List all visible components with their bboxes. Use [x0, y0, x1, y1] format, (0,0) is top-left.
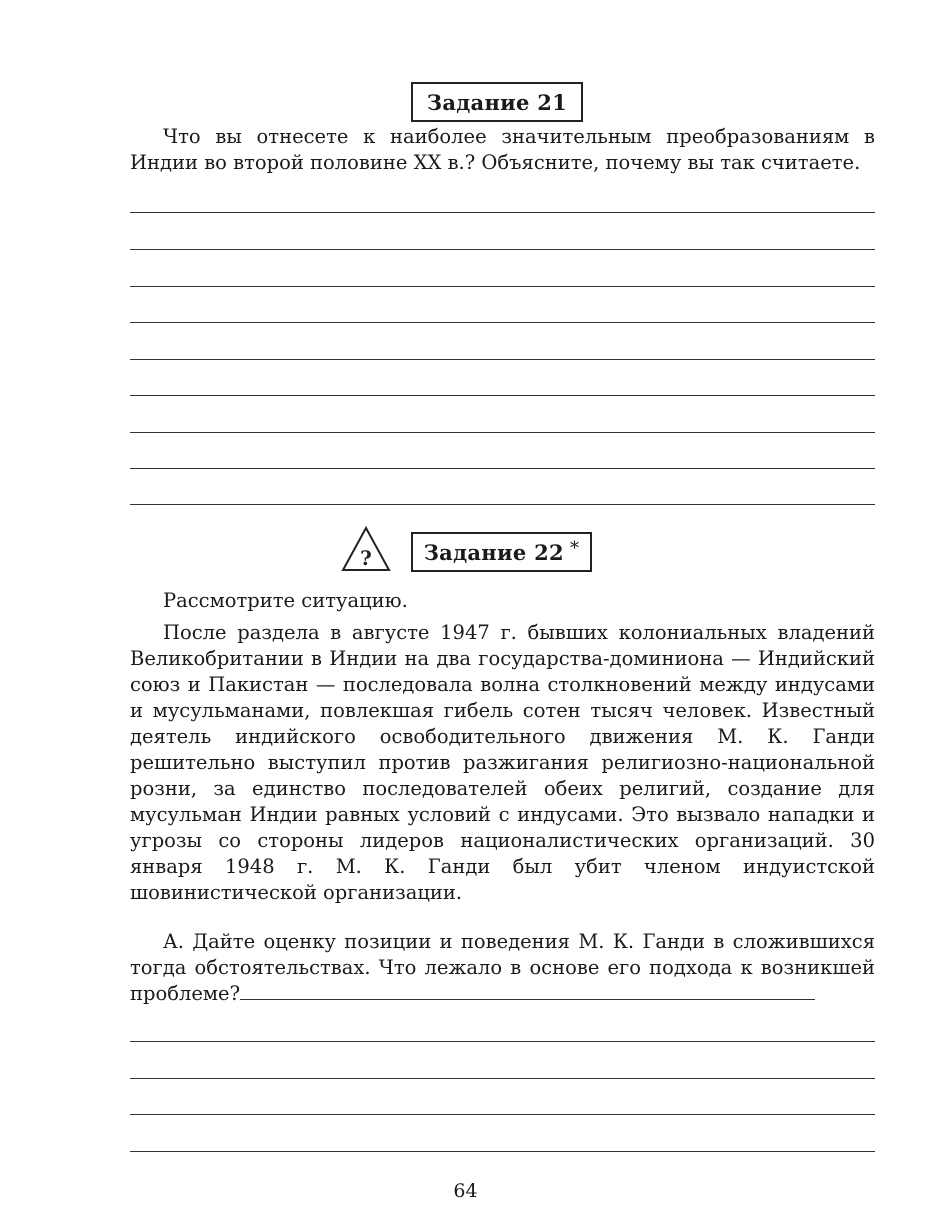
difficulty-star: *	[569, 537, 580, 559]
answer-line[interactable]	[130, 504, 875, 505]
task-22-intro: Рассмотрите ситуацию.	[163, 589, 408, 612]
page-number: 64	[453, 1180, 478, 1202]
task-22-heading: Задание 22 *	[411, 532, 592, 572]
answer-line[interactable]	[130, 1041, 875, 1042]
answer-line[interactable]	[130, 1078, 875, 1079]
answer-line[interactable]	[240, 998, 815, 1000]
svg-text:?: ?	[360, 546, 372, 570]
answer-line[interactable]	[130, 322, 875, 323]
answer-line[interactable]	[130, 432, 875, 433]
answer-line[interactable]	[130, 1151, 875, 1152]
question-triangle-icon	[340, 525, 392, 573]
task-22-situation: После раздела в августе 1947 г. бывших колониальных владений Великобритании в Индии на два государства-доминиона — Индийский союз и Пакистан — последовала волна столкновений между индусами и мусульманами, повлекшая гибель сотен тысяч человек. Известный деятель индийского освободительного движения М. К. Ганди решительно выступил против разжигания религиозно-национальной розни, за единство последователей обеих религий, создание для мусульман Индии равных условий с индусами. Это вызвало нападки и угрозы со стороны лидеров националистических организаций. 30 января 1948 г. М. К. Ганди был убит членом индуистской шовинистической организации.	[130, 621, 875, 904]
answer-line[interactable]	[130, 359, 875, 360]
task-21-heading: Задание 21	[411, 82, 583, 122]
answer-line[interactable]	[130, 249, 875, 250]
answer-line[interactable]	[130, 468, 875, 469]
answer-line[interactable]	[130, 1114, 875, 1115]
task-21-question: Что вы отнесете к наиболее значительным преобразованиям в Индии во второй половине XX в.? Объясните, почему вы так считаете.	[130, 125, 875, 174]
answer-line[interactable]	[130, 286, 875, 287]
task-22-question-a: А. Дайте оценку позиции и поведения М. К. Ганди в сложившихся тогда обстоятельствах. Что лежало в основе его подхода к возникшей проблеме?	[130, 930, 875, 1005]
answer-line[interactable]	[130, 212, 875, 213]
answer-line[interactable]	[130, 395, 875, 396]
